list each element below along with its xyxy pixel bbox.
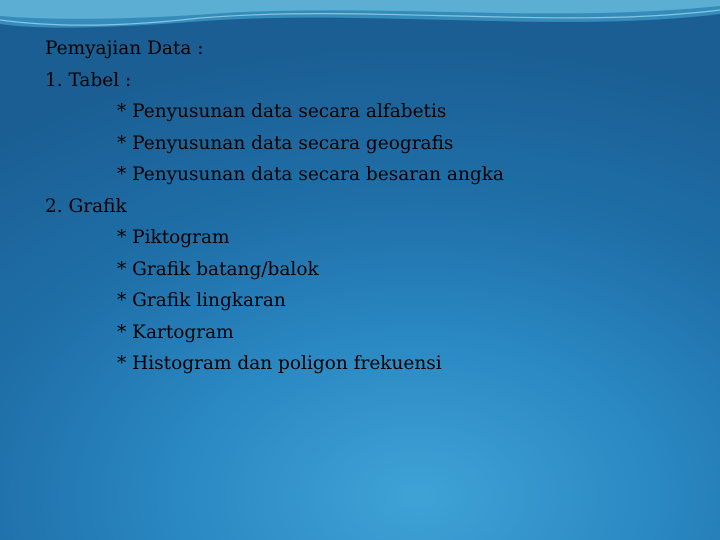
list-item: * Penyusunan data secara besaran angka [117, 164, 504, 185]
section-title-tabel: 1. Tabel : [45, 69, 132, 91]
list-item: * Penyusunan data secara alfabetis [117, 101, 447, 122]
list-item: * Grafik lingkaran [117, 290, 286, 311]
slide-heading: Pemyajian Data : [45, 38, 204, 59]
list-item: * Piktogram [117, 227, 230, 248]
section-title-grafik: 2. Grafik [45, 195, 127, 217]
list-item: * Kartogram [117, 321, 234, 343]
list-item: * Penyusunan data secara geografis [117, 132, 454, 154]
list-item: * Histogram dan poligon frekuensi [117, 353, 442, 374]
slide-body [45, 33, 705, 380]
list-item: * Grafik batang/balok [117, 258, 319, 280]
